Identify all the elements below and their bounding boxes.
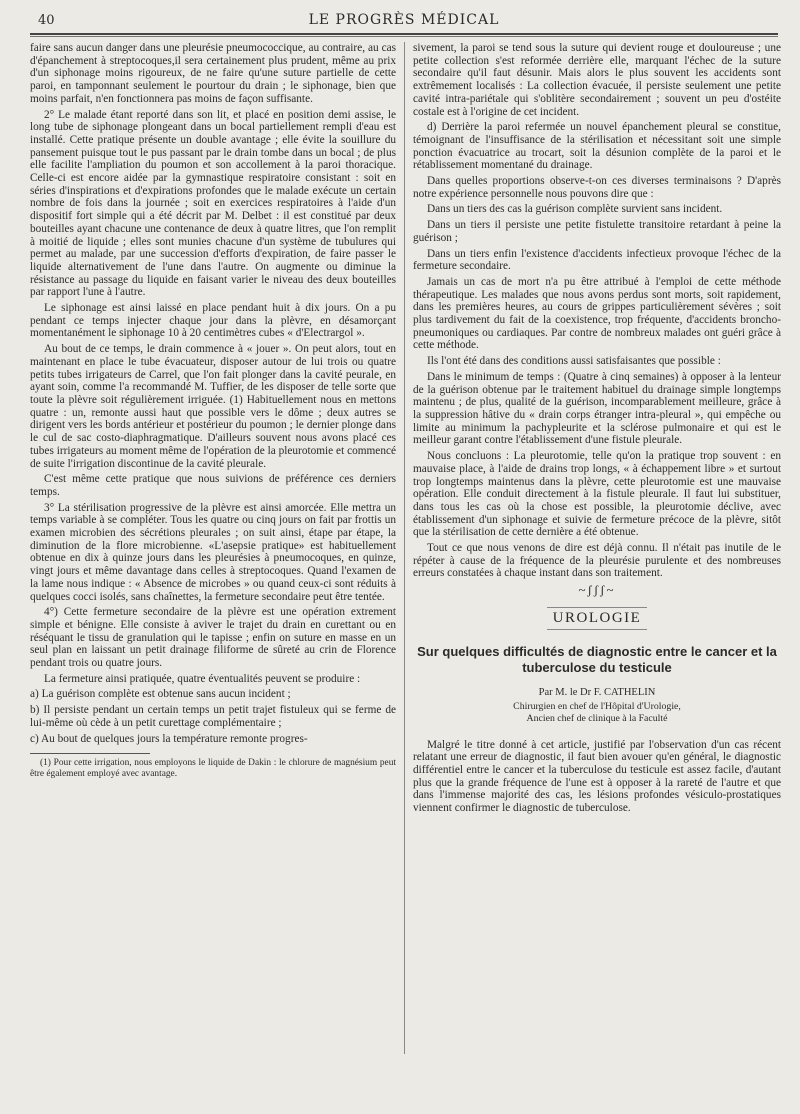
paragraph: 3° La stérilisation progressive de la plèvre est ainsi amorcée. Elle mettra un temps variable à se compléter. Tous les quatre ou cinq jours on fait par frottis un examen microbien des sécrétions pleurales ; on suit ainsi, étape par étape, la diminution de la flore microbienne. «L'asepsie pratique» est habituellement obtenue en dix à quinze jours dans les pleurésies à pneumocoques, en quinze, vingt jours et même davantage dans celles à streptocoques. Quand l'examen de la lame nous indique : « Absence de microbes » ou quand ceux-ci sont réduits à quelques cocci isolés, sans chaînettes, la fermeture secondaire peut être tentée. — [30, 501, 396, 603]
paragraph: 4°) Cette fermeture secondaire de la plèvre est une opération extrement simple et bénigne. Elle consiste à aviver le trajet du drain en curettant ou en réséquant le tissu de granulation qui le tapisse ; enfin on suture en masse en un seul plan en laissant un petit drainage filiforme de sûreté au crin de Florence pendant trois ou quatre jours. — [30, 606, 396, 670]
paragraph: Au bout de ce temps, le drain commence à « jouer ». On peut alors, tout en maintenant en place le tube évacuateur, disposer autour de lui trois ou quatre petits tubes irrigateurs de Carrel, que l'on fait plonger dans la cavité peurale, en ayant soin, comme l'a recommandé M. Tuffier, de les disposer de telle sorte que toute la plèvre soit régulièrement irriguée. (1) Habituellement nous en mettons quatre : un, remonte aussi haut que possible vers le dôme ; deux autres se dirigent vers les bords antérieur et postérieur du poumon ; le dernier plonge dans le cul de sac costo-diaphragmatique. D'ailleurs souvent nous avons placé ces tubes irrigateurs au moment même de l'opération de la pleurotomie et commencé de suite l'irrigation discontinue de la cavité pleurale. — [30, 343, 396, 470]
article-title: Sur quelques difficultés de diagnostic entre le cancer et la tuberculose du testicule — [417, 643, 777, 675]
paragraph: Le siphonage est ainsi laissé en place pendant huit à dix jours. On a pu pendant ce temps injecter chaque jour dans la plèvre, en désamorçant momentanément le siphonage 10 à 20 centimètres cubes « d'Electrargol ». — [30, 302, 396, 340]
article-author: Par M. le Dr F. CATHELIN — [538, 686, 656, 698]
paragraph: d) Derrière la paroi refermée un nouvel épanchement pleural se constitue, témoignant de l'insuffisance de la stérilisation et nécessitant soit une simple ponction évacuatrice au trocart, soit la désunion complète de la paroi et le rétablissement momentané du drainage. — [413, 121, 781, 172]
paragraph: C'est même cette pratique que nous suivions de préférence ces derniers temps. — [30, 473, 396, 498]
paragraph: Dans un tiers enfin l'existence d'accidents infectieux provoque l'échec de la fermeture secondaire. — [413, 247, 781, 273]
paragraph: La fermeture ainsi pratiquée, quatre éventualités peuvent se produire : — [44, 672, 361, 685]
list-item: a) La guérison complète est obtenue sans aucun incident ; — [30, 688, 291, 701]
paragraph: Tout ce que nous venons de dire est déjà connu. Il n'était pas inutile de le répéter à cause de la fréquence de la pleurésie purulente et des nombreuses erreurs constatées à chaque instant dans son traitement. — [413, 542, 781, 580]
paragraph: faire sans aucun danger dans une pleurésie pneumococcique, au contraire, au cas d'épanchement à streptocoques,il sera certainement plus prudent, même au prix d'un siphonage moins rigoureux, de ne faire qu'une suture partielle de cette paroi, en tamponnant seulement le pourtour du drain ; le siphonage, bien que moins parfait, n'en fonctionnera pas moins de façon suffisante. — [30, 42, 396, 105]
affiliation-line: Ancien chef de clinique à la Faculté — [526, 712, 668, 724]
section-ornament: ~ʃʃʃ~ — [578, 582, 616, 598]
author-affiliation — [413, 701, 781, 725]
paragraph: Nous concluons : La pleurotomie, telle qu'on la pratique trop souvent : en mauvaise place, à l'aide de drains trop longs, « à échappement libre » et surtout trop longtemps maintenus dans la plèvre, cette pleurotomie est une mauvaise opération. Elle conduit directement à la fistule pleurale. Il faut lui substituer, dans tous les cas où la chose est possible, la pleurotomie déclive, avec établissement d'un siphonage et suivie de fermeture précoce de la plèvre, sitôt que la stérilisation de cette dernière a été obtenue. — [413, 450, 781, 539]
paragraph: Malgré le titre donné à cet article, justifié par l'observation d'un cas récent relatant une erreur de diagnostic, il faut bien avouer qu'en général, le diagnostic différentiel entre le cancer et la tuberculose du testicule est assez facile, d'autant plus que la grande fréquence de l'une est à opposer à la rareté de l'autre et que dans l'immense majorité des cas, les lésions profondes vésiculo-prostatiques viennent confirmer le diagnostic de tuberculose. — [413, 738, 781, 815]
list-item: c) Au bout de quelques jours la température remonte progres- — [30, 732, 308, 745]
section-title: UROLOGIE — [547, 607, 647, 630]
page-header — [30, 10, 778, 34]
paragraph: Dans le minimum de temps : (Quatre à cinq semaines) à opposer à la lenteur de la guérison obtenue par le traitement habituel du drainage simple longtemps maintenu ; de plus, qualité de la guérison, incomparablement meilleure, grâce à la suppression hâtive du « drain corps étranger intra-pleural », qui empêche ou limite au minimum la pachypleurite et la sclérose pulmonaire et qui est le meilleur garant contre l'établissement d'une fistule pleurale. — [413, 370, 781, 447]
header-rule — [30, 33, 778, 37]
left-column — [30, 42, 396, 1104]
running-title: LE PROGRÈS MÉDICAL — [308, 12, 500, 28]
paragraph: Dans un tiers des cas la guérison complète survient sans incident. — [427, 203, 723, 216]
page-number: 40 — [38, 13, 55, 28]
footnote: (1) Pour cette irrigation, nous employons le liquide de Dakin : le chlorure de magnésium peut être également employé avec avantage. — [30, 758, 396, 780]
list-item: b) Il persiste pendant un certain temps un petit trajet fistuleux qui se ferme de lui-même où cède à un petit curettage complémentaire ; — [30, 704, 396, 729]
paragraph: Ils l'ont été dans des conditions aussi satisfaisantes que possible : — [427, 355, 721, 368]
right-column — [413, 42, 781, 1104]
affiliation-line: Chirurgien en chef de l'Hôpital d'Urologie, — [513, 700, 681, 712]
paragraph: Dans quelles proportions observe-t-on ces diverses terminaisons ? D'après notre expérience personnelle nous pouvons dire que : — [413, 175, 781, 200]
paragraph: sivement, la paroi se tend sous la suture qui devient rouge et douloureuse ; une petite collection s'est reformée derrière elle, marquant l'échec de la suture secondaire qu'il faut désunir. Mais alors le plus souvent les accidents sont extrêmement localisés : La collection évacuée, il persiste seulement une petite cavité intra-pariétale qui s'oblitère secondairement ; souvent un peu d'ostéite costale est à l'origine de cet incident. — [413, 42, 781, 118]
paragraph: Jamais un cas de mort n'a pu être attribué à l'emploi de cette méthode thérapeutique. Les malades que nous avons perdus sont morts, soit rapidement, dans les premières heures, au cours de grippes particulièrement sévères ; soit plus tardivement du fait de la coexistence, trop fréquente, d'accidents broncho-pneumoniques ou cardiaques. Par contre de nombreux malades ont guéri grâce à cette méthode. — [413, 275, 781, 352]
paragraph: 2° Le malade étant reporté dans son lit, et placé en position demi assise, le long tube de siphonage plongeant dans un bocal partiellement rempli d'eau est installé. Cette pratique présente un double avantage ; elle évite la souillure du pansement puisque tout le pus passant par le drain tombe dans un bocal ; de plus elle facilite l'ampliation du poumon et son accollement à la paroi thoracique. Celle-ci est encore aidée par la gymnastique respiratoire consistant : soit en séries d'inspirations et d'expirations profondes que le malade exécute un certain nombre de fois dans la journée ; soit en exercices respiratoires à l'aide d'un dispositif fort simple qui a été décrit par M. Delbet : il est constitué par deux bouteilles ayant chacune une contenance de deux à quatre litres, que l'on remplit à moitié de liquide ; elles sont munies chacune d'un système de tubulures qui permet au malade, par une succession d'efforts d'expiration, de faire passer le liquide alternativement de l'une dans l'autre. On augmente ou diminue la résistance au passage du liquide en faisant varier le niveau des deux bouteilles par rapport l'une à l'autre. — [30, 108, 396, 299]
column-divider — [404, 42, 405, 1054]
footnote-rule — [30, 753, 150, 754]
paragraph: Dans un tiers il persiste une petite fistulette transitoire retardant à peine la guérison ; — [413, 219, 781, 244]
